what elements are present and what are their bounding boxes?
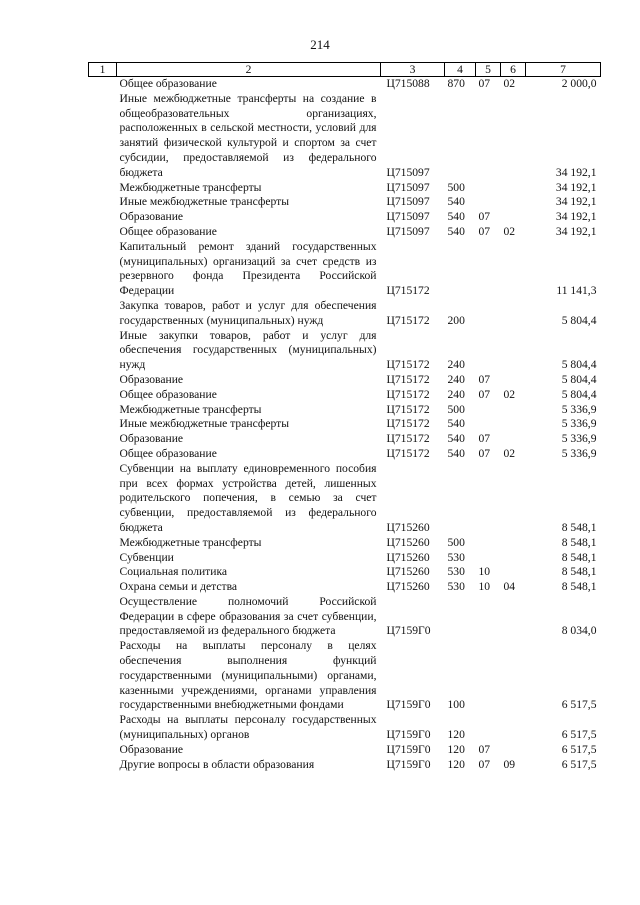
- row-code-cell: Ц715097: [386, 180, 430, 194]
- row-section-cell: [476, 639, 501, 713]
- row-section-cell: [476, 417, 501, 432]
- row-amount-cell: 34 192,1: [555, 210, 597, 224]
- row-section-cell: [476, 92, 501, 181]
- row-subsection-cell: [501, 181, 526, 196]
- row-subsection-cell: [501, 432, 526, 447]
- row-subsection-cell: 02: [503, 77, 516, 90]
- row-code-cell: Ц715172: [386, 372, 430, 386]
- header-col-5: 5: [476, 63, 501, 77]
- row-expense-type-cell: 240: [447, 387, 465, 401]
- row-expense-type-cell: 540: [447, 224, 465, 238]
- row-section-cell: [476, 240, 501, 299]
- row-expense-type-cell: 120: [447, 757, 465, 771]
- row-code-cell: Ц715260: [386, 550, 430, 564]
- table-row: [89, 580, 601, 595]
- row-code-cell: Ц715088: [386, 77, 430, 90]
- row-section-cell: [476, 329, 501, 373]
- table-row: [89, 417, 601, 432]
- row-expense-type-cell: 540: [447, 432, 465, 446]
- row-name-cell: Расходы на выплаты персоналу государственных (муниципальных) органов: [119, 713, 377, 742]
- header-col-1: 1: [89, 63, 117, 77]
- row-code-cell: Ц7159Г0: [386, 624, 431, 638]
- table-row: [89, 447, 601, 462]
- table-row: [89, 403, 601, 418]
- page-number: 214: [310, 37, 330, 52]
- table-row: [89, 77, 601, 92]
- row-expense-type-cell: 240: [447, 358, 465, 372]
- row-subsection-cell: [501, 299, 526, 329]
- row-amount-cell: 8 548,1: [561, 565, 597, 579]
- row-section-cell: 10: [478, 580, 491, 594]
- row-subsection-cell: [501, 240, 526, 299]
- row-section-cell: 07: [478, 446, 491, 460]
- row-subsection-cell: [501, 565, 526, 580]
- row-amount-cell: 5 336,9: [561, 432, 597, 446]
- row-amount-cell: 6 517,5: [561, 742, 597, 756]
- row-amount-cell: 8 548,1: [561, 520, 597, 534]
- row-expense-type-cell: 540: [447, 195, 465, 209]
- row-name-cell: Межбюджетные трансферты: [119, 402, 262, 416]
- row-code-cell: Ц715172: [386, 284, 430, 298]
- header-col-2: 2: [117, 63, 381, 77]
- row-code-cell: Ц715172: [386, 402, 430, 416]
- row-expense-type-cell: 120: [447, 742, 465, 756]
- row-expense-type-cell: 200: [447, 313, 465, 327]
- row-section-cell: 07: [478, 757, 491, 771]
- row-amount-cell: 8 548,1: [561, 580, 597, 594]
- row-code-cell: Ц715097: [386, 195, 430, 209]
- row-amount-cell: 5 336,9: [561, 402, 597, 416]
- row-subsection-cell: [501, 743, 526, 758]
- row-code-cell: Ц7159Г0: [386, 698, 431, 712]
- row-expense-type-cell: 540: [447, 210, 465, 224]
- table-row: [89, 536, 601, 551]
- row-section-cell: 07: [478, 387, 491, 401]
- row-name-cell: Межбюджетные трансферты: [119, 180, 262, 194]
- row-expense-type-cell: [445, 595, 476, 639]
- row-subsection-cell: [501, 713, 526, 743]
- row-section-cell: 07: [478, 372, 491, 386]
- row-subsection-cell: [501, 92, 526, 181]
- table-row: [89, 195, 601, 210]
- header-col-4: 4: [445, 63, 476, 77]
- row-expense-type-cell: [445, 92, 476, 181]
- row-section-cell: 07: [478, 432, 491, 446]
- row-code-cell: Ц715172: [386, 387, 430, 401]
- table-row: [89, 551, 601, 566]
- row-section-cell: 10: [478, 565, 491, 579]
- row-name-cell: Охрана семьи и детства: [119, 580, 238, 594]
- budget-table: [88, 62, 601, 772]
- row-name-cell: Общее образование: [119, 446, 217, 460]
- row-expense-type-cell: 530: [447, 580, 465, 594]
- row-section-cell: 07: [478, 210, 491, 224]
- row-name-cell: Иные межбюджетные трансферты: [119, 417, 290, 431]
- row-section-cell: 07: [478, 224, 491, 238]
- table-row: [89, 329, 601, 373]
- row-section-cell: [476, 195, 501, 210]
- table-row: [89, 743, 601, 758]
- row-code-cell: Ц7159Г0: [386, 742, 431, 756]
- row-expense-type-cell: [445, 240, 476, 299]
- table-header: [89, 63, 601, 77]
- row-code-cell: Ц715097: [386, 224, 430, 238]
- row-amount-cell: 2 000,0: [561, 77, 597, 90]
- row-amount-cell: 5 804,4: [561, 358, 597, 372]
- row-subsection-cell: [501, 462, 526, 536]
- row-subsection-cell: [501, 639, 526, 713]
- row-expense-type-cell: 500: [447, 180, 465, 194]
- row-name-cell: Иные закупки товаров, работ и услуг для обеспечения государственных (муниципальных) нужд: [119, 328, 377, 372]
- row-code-cell: Ц715172: [386, 313, 430, 327]
- row-subsection-cell: [501, 417, 526, 432]
- row-amount-cell: 34 192,1: [555, 180, 597, 194]
- row-code-cell: Ц715172: [386, 417, 430, 431]
- row-name-cell: Иные межбюджетные трансферты на создание в общеобразовательных организациях, расположенных в сельской местности, условий для занятий физической культурой и спортом за счет субсидии, предоставляемой из федерального бюджета: [119, 91, 377, 179]
- table-row: [89, 388, 601, 403]
- row-amount-cell: 34 192,1: [555, 195, 597, 209]
- row-section-cell: [476, 299, 501, 329]
- row-amount-cell: 6 517,5: [561, 698, 597, 712]
- row-expense-type-cell: 540: [447, 417, 465, 431]
- table-row: [89, 210, 601, 225]
- row-amount-cell: 5 804,4: [561, 387, 597, 401]
- row-subsection-cell: [501, 195, 526, 210]
- row-amount-cell: 8 034,0: [561, 624, 597, 638]
- row-subsection-cell: 09: [503, 757, 516, 771]
- row-section-cell: 07: [478, 77, 491, 90]
- table-body: [89, 77, 601, 773]
- row-amount-cell: 6 517,5: [561, 728, 597, 742]
- row-amount-cell: 11 141,3: [556, 284, 597, 298]
- row-subsection-cell: 02: [503, 387, 516, 401]
- row-expense-type-cell: [445, 462, 476, 536]
- row-section-cell: [476, 536, 501, 551]
- table-row: [89, 432, 601, 447]
- row-subsection-cell: [501, 373, 526, 388]
- row-expense-type-cell: 530: [447, 565, 465, 579]
- row-code-cell: Ц715260: [386, 580, 430, 594]
- row-amount-cell: 8 548,1: [561, 535, 597, 549]
- row-subsection-cell: 04: [503, 580, 516, 594]
- row-subsection-cell: [501, 210, 526, 225]
- row-expense-type-cell: 530: [447, 550, 465, 564]
- header-col-7: 7: [526, 63, 601, 77]
- row-name-cell: Другие вопросы в области образования: [119, 757, 315, 771]
- table-row: [89, 225, 601, 240]
- row-amount-cell: 6 517,5: [561, 757, 597, 771]
- row-section-cell: [476, 181, 501, 196]
- table-row: [89, 462, 601, 536]
- row-code-cell: Ц715172: [386, 358, 430, 372]
- row-code-cell: Ц7159Г0: [386, 728, 431, 742]
- row-section-cell: [476, 551, 501, 566]
- row-amount-cell: 5 336,9: [561, 417, 597, 431]
- table-row: [89, 639, 601, 713]
- row-subsection-cell: [501, 551, 526, 566]
- row-subsection-cell: [501, 536, 526, 551]
- row-name-cell: Иные межбюджетные трансферты: [119, 195, 290, 209]
- row-name-cell: Расходы на выплаты персоналу в целях обеспечения выполнения функций государственными (муниципальными) органами, казенными учреждениями, органами управления государственными внебюджетными фондами: [119, 639, 377, 712]
- row-code-cell: Ц715172: [386, 432, 430, 446]
- table-row: [89, 565, 601, 580]
- table-row: [89, 595, 601, 639]
- row-name-cell: Субвенции: [119, 550, 174, 564]
- row-amount-cell: 5 804,4: [561, 313, 597, 327]
- row-amount-cell: 5 804,4: [561, 372, 597, 386]
- row-amount-cell: 34 192,1: [555, 224, 597, 238]
- row-section-cell: 07: [478, 742, 491, 756]
- row-amount-cell: 34 192,1: [555, 165, 597, 179]
- row-subsection-cell: 02: [503, 224, 516, 238]
- row-amount-cell: 5 336,9: [561, 446, 597, 460]
- table-row: [89, 299, 601, 329]
- row-expense-type-cell: 870: [447, 77, 465, 90]
- row-subsection-cell: [501, 329, 526, 373]
- table-row: [89, 181, 601, 196]
- row-name-cell: Общее образование: [119, 224, 217, 238]
- row-name-cell: Социальная политика: [119, 565, 228, 579]
- row-name-cell: Осуществление полномочий Российской Федерации в сфере образования за счет субвенции, предоставляемой из федерального бюджета: [119, 594, 377, 638]
- row-code-cell: Ц715097: [386, 165, 430, 179]
- row-subsection-cell: 02: [503, 446, 516, 460]
- row-name-cell: Общее образование: [119, 387, 217, 401]
- row-subsection-cell: [501, 403, 526, 418]
- table-row: [89, 758, 601, 773]
- row-expense-type-cell: 240: [447, 372, 465, 386]
- row-name-cell: Образование: [119, 210, 184, 224]
- row-name-cell: Закупка товаров, работ и услуг для обеспечения государственных (муниципальных) нужд: [119, 298, 377, 327]
- row-code-cell: Ц715260: [386, 565, 430, 579]
- row-name-cell: Образование: [119, 742, 184, 756]
- row-expense-type-cell: 540: [447, 446, 465, 460]
- table-row: [89, 92, 601, 181]
- row-code-cell: Ц7159Г0: [386, 757, 431, 771]
- row-name-cell: Общее образование: [119, 77, 217, 90]
- row-expense-type-cell: 100: [447, 698, 465, 712]
- row-section-cell: [476, 403, 501, 418]
- row-code-cell: Ц715260: [386, 520, 430, 534]
- header-col-3: 3: [381, 63, 445, 77]
- row-name-cell: Образование: [119, 372, 184, 386]
- row-amount-cell: 8 548,1: [561, 550, 597, 564]
- row-expense-type-cell: 500: [447, 402, 465, 416]
- row-section-cell: [476, 462, 501, 536]
- row-expense-type-cell: 500: [447, 535, 465, 549]
- row-code-cell: Ц715260: [386, 535, 430, 549]
- table-row: [89, 373, 601, 388]
- row-section-cell: [476, 713, 501, 743]
- row-name-cell: Капитальный ремонт зданий государственных (муниципальных) организаций за счет средств из резервного фонда Президента Российской Федерации: [119, 239, 377, 298]
- row-section-cell: [476, 595, 501, 639]
- table-row: [89, 713, 601, 743]
- row-name-cell: Образование: [119, 432, 184, 446]
- header-col-6: 6: [501, 63, 526, 77]
- table-row: [89, 240, 601, 299]
- row-name-cell: Межбюджетные трансферты: [119, 535, 262, 549]
- row-code-cell: Ц715172: [386, 446, 430, 460]
- row-subsection-cell: [501, 595, 526, 639]
- row-name-cell: Субвенции на выплату единовременного пособия при всех формах устройства детей, лишенных родительского попечения, в семью за счет субвенции, предоставляемой из федерального бюджета: [119, 461, 377, 534]
- row-code-cell: Ц715097: [386, 210, 430, 224]
- row-expense-type-cell: 120: [447, 728, 465, 742]
